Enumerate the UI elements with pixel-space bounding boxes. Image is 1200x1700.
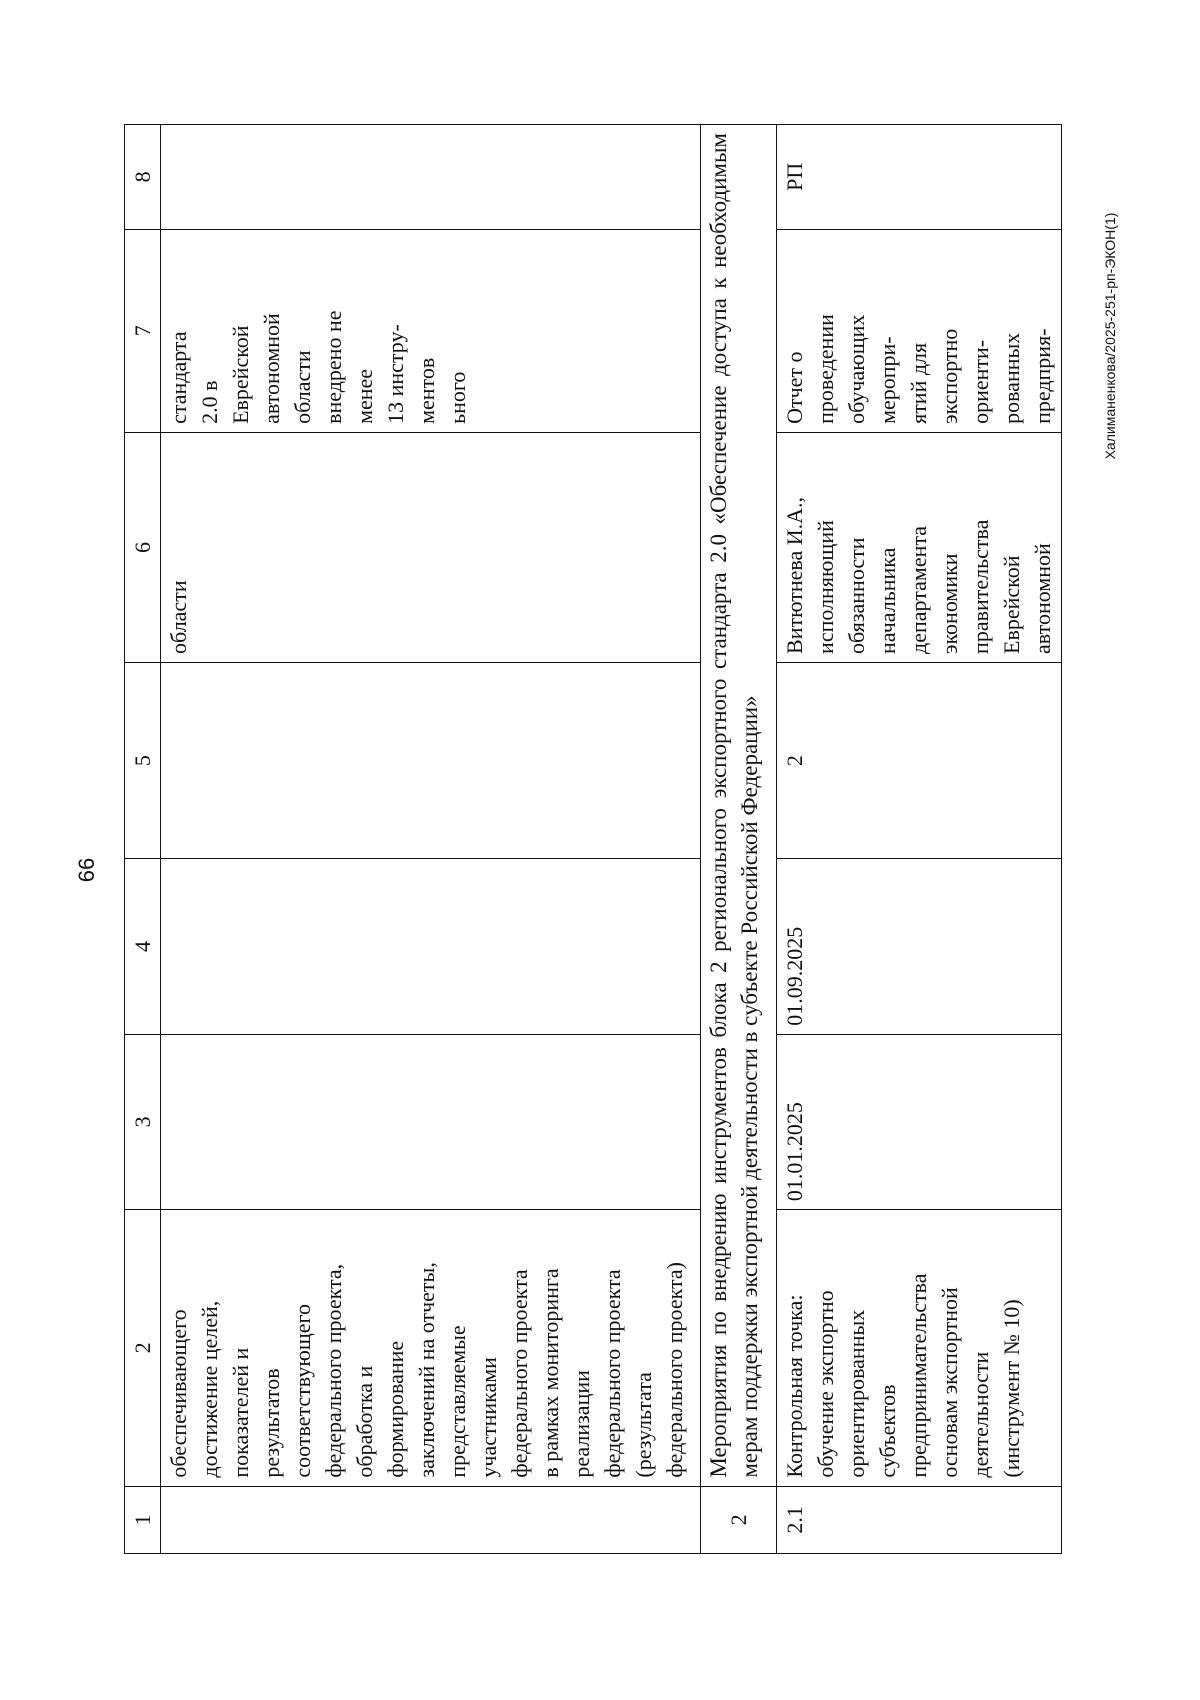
result-line: рованных <box>999 332 1024 424</box>
responsible-line: Витютнева И.А., <box>782 496 807 654</box>
description-line: показателей и <box>228 1347 253 1478</box>
responsible-line: обязанности <box>844 537 869 654</box>
responsible-line: начальника <box>875 547 900 654</box>
continued-row-responsible: области <box>161 432 701 662</box>
description-line: федерального проекта <box>600 1269 625 1478</box>
document-code: Халиманенкова/2025-251-рп-ЭКОН(1) <box>1102 212 1118 460</box>
header-col-4: 4 <box>125 859 161 1034</box>
description-line: федерального проекта, <box>321 1263 346 1478</box>
continued-row-description <box>161 1210 701 1487</box>
row-2-1-responsible <box>777 432 1062 662</box>
result-line: проведении <box>813 314 838 424</box>
description-line: достижение целей, <box>197 1300 222 1478</box>
continued-row-col3 <box>161 1034 701 1209</box>
header-row <box>125 125 161 1554</box>
row-2-1-col5: 2 <box>777 662 1062 858</box>
result-line: предприя- <box>1030 328 1055 424</box>
responsible-line: исполняющий <box>813 520 838 654</box>
result-line: внедрено не <box>321 310 346 424</box>
result-line: обучающих <box>844 314 869 424</box>
header-col-1: 1 <box>125 1486 161 1553</box>
row-2-1-col8: РП <box>777 125 1062 230</box>
activity-table <box>124 124 1062 1554</box>
result-line: экспортно <box>937 328 962 424</box>
description-line: обучение экспортно <box>813 1290 838 1478</box>
description-line: основам экспортной <box>937 1287 962 1478</box>
row-2-1-number: 2.1 <box>777 1486 1062 1553</box>
description-line: обработка и <box>352 1365 377 1478</box>
result-line: Отчет о <box>782 351 807 424</box>
result-line: ориенти- <box>968 339 993 424</box>
result-line: ятий для <box>906 342 931 424</box>
header-col-8: 8 <box>125 125 161 230</box>
description-line: ориентированных <box>844 1309 869 1478</box>
result-line: 2.0 в <box>197 380 222 424</box>
result-line: менее <box>352 368 377 424</box>
result-line: 13 инстру- <box>383 324 408 424</box>
responsible-line: Еврейской <box>999 555 1024 654</box>
result-line: ментов <box>414 357 439 424</box>
continued-row-col4 <box>161 859 701 1034</box>
header-col-3: 3 <box>125 1034 161 1209</box>
responsible-line: автономной <box>1030 543 1055 654</box>
result-line: автономной <box>259 313 284 424</box>
row-2-1-end-date: 01.09.2025 <box>777 859 1062 1034</box>
description-line: обеспечивающего <box>166 1309 191 1478</box>
header-col-5: 5 <box>125 662 161 858</box>
row-2-1-result <box>777 229 1062 432</box>
description-line: заключений на отчеты, <box>414 1262 439 1478</box>
description-line: в рамках мониторинга <box>538 1268 563 1478</box>
description-line: (результата <box>631 1372 656 1478</box>
result-line: области <box>290 350 315 424</box>
description-line: деятельности <box>968 1351 993 1478</box>
description-line: (инструмент № 10) <box>999 1299 1024 1478</box>
description-line: соответствующего <box>290 1303 315 1478</box>
responsible-line: департамента <box>906 525 931 654</box>
result-line: стандарта <box>166 331 191 424</box>
continued-row-number <box>161 1486 701 1553</box>
continued-row-col8 <box>161 125 701 230</box>
continued-row-col5 <box>161 662 701 858</box>
description-line: участниками <box>476 1357 501 1478</box>
header-col-2: 2 <box>125 1210 161 1487</box>
continued-row <box>161 125 701 1554</box>
row-2-1-description <box>777 1210 1062 1487</box>
row-2-1 <box>777 125 1062 1554</box>
description-line: субъектов <box>875 1384 900 1478</box>
description-line: предпринимательства <box>906 1273 931 1478</box>
description-line: федерального проекта <box>507 1269 532 1478</box>
responsible-line: экономики <box>937 553 962 654</box>
header-col-7: 7 <box>125 229 161 432</box>
result-line: Еврейской <box>228 325 253 424</box>
description-line: федерального проекта) <box>662 1262 687 1478</box>
description-line: реализации <box>569 1370 594 1478</box>
description-line: формирование <box>383 1340 408 1478</box>
section-title: Мероприятия по внедрению инструментов блока 2 регионального экспортного стандарта 2.0 «Обеспечение доступа к необходимым мерам поддержки экспортной деятельности в субъекте Российской Федерации» <box>701 125 777 1487</box>
header-col-6: 6 <box>125 432 161 662</box>
continued-row-result <box>161 229 701 432</box>
description-line: результатов <box>259 1368 284 1478</box>
row-2-1-start-date: 01.01.2025 <box>777 1034 1062 1209</box>
section-number: 2 <box>701 1486 777 1553</box>
rotated-table-sheet <box>124 124 1062 1554</box>
description-line: Контрольная точка: <box>782 1294 807 1478</box>
section-row <box>701 125 777 1554</box>
page-number: 66 <box>74 857 99 883</box>
result-line: меропри- <box>875 336 900 424</box>
description-line: представляемые <box>445 1325 470 1478</box>
result-line: ьного <box>445 371 470 424</box>
responsible-line: правительства <box>968 519 993 654</box>
